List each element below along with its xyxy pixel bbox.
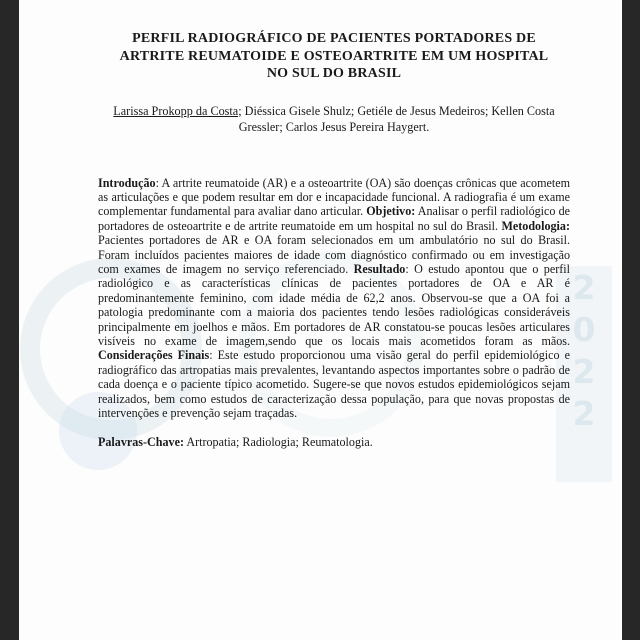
first-author-underlined: Larissa Prokopp da Costa; [113, 103, 242, 118]
abstract-section-label: Metodologia: [501, 218, 570, 233]
abstract-text: Pacientes portadores de AR e OA foram selecionados em um ambulatório no sul do Brasil. Foram incluídos pacientes maiores de idade com diagnóstico confirmado ou em investigação com exames de imagem no serviço referenciado. [98, 233, 570, 276]
watermark-digit: 2 [572, 394, 596, 433]
abstract-text: : Este estudo proporcionou uma visão geral do perfil epidemiológico e radiográfico das artropatias mais prevalentes, levantando aspectos importantes sobre o padrão de cada doença e o paciente típico acometido. Sugere-se que novos estudos epidemiológicos sejam realizados, bem como estudos de caracterização dessa população, para que novas propostas de intervenções e prevenção sejam traçadas. [98, 348, 570, 420]
paper-title-line: NO SUL DO BRASIL [266, 66, 402, 81]
document-page [19, 0, 622, 640]
abstract-text: : O estudo apontou que o perfil radiológico e as características clínicas de pacientes portadores de OA e AR é predominantemente feminino, com idade média de 62,2 anos. Observou-se que a OA foi a patologia predominante com a maioria dos pacientes tendo lesões radiológicas consideráveis principalmente em joelhos e mãos. Em portadores de AR constatou-se poucas lesões articulares visíveis no exame de imagem,sendo que os locais mais acometidos foram as mãos. [98, 261, 570, 348]
abstract-text: : A artrite reumatoide (AR) e a osteoartrite (OA) são doenças crônicas que acometem as articulações e que podem resultar em dor e incapacidade funcional. A radiografia é um exame complementar fundamental para avaliar dano articular. [98, 175, 570, 219]
abstract-text: Analisar o perfil radiológico de portadores de osteoartrite e de artrite reumatoide em um hospital no sul do Brasil. [98, 204, 570, 233]
watermark-digit: 2 [572, 268, 596, 307]
keywords-line [98, 435, 570, 449]
abstract-section-label: Resultado [353, 261, 406, 276]
paper-title [98, 30, 570, 83]
keywords-label: Palavras-Chave: [98, 435, 184, 450]
authors-line [98, 103, 570, 136]
paper-title-line: PERFIL RADIOGRÁFICO DE PACIENTES PORTADORES DE [132, 31, 536, 46]
watermark-digit: 0 [572, 310, 596, 349]
watermark-digit: 2 [572, 352, 596, 391]
paper-title-line: ARTRITE REUMATOIDE E OSTEOARTRITE EM UM HOSPITAL [119, 48, 549, 64]
document-content [19, 0, 622, 450]
keywords-values: Artropatia; Radiologia; Reumatologia. [184, 435, 373, 450]
abstract-paragraph [98, 176, 570, 421]
abstract-section-label: Objetivo: [366, 204, 416, 219]
abstract-section-label: Considerações Finais [98, 348, 210, 363]
coauthors: Diéssica Gisele Shulz; Getiéle de Jesus Medeiros; Kellen Costa Gressler; Carlos Jesus Pereira Haygert. [238, 103, 555, 134]
abstract-section-label: Introdução [98, 175, 156, 190]
